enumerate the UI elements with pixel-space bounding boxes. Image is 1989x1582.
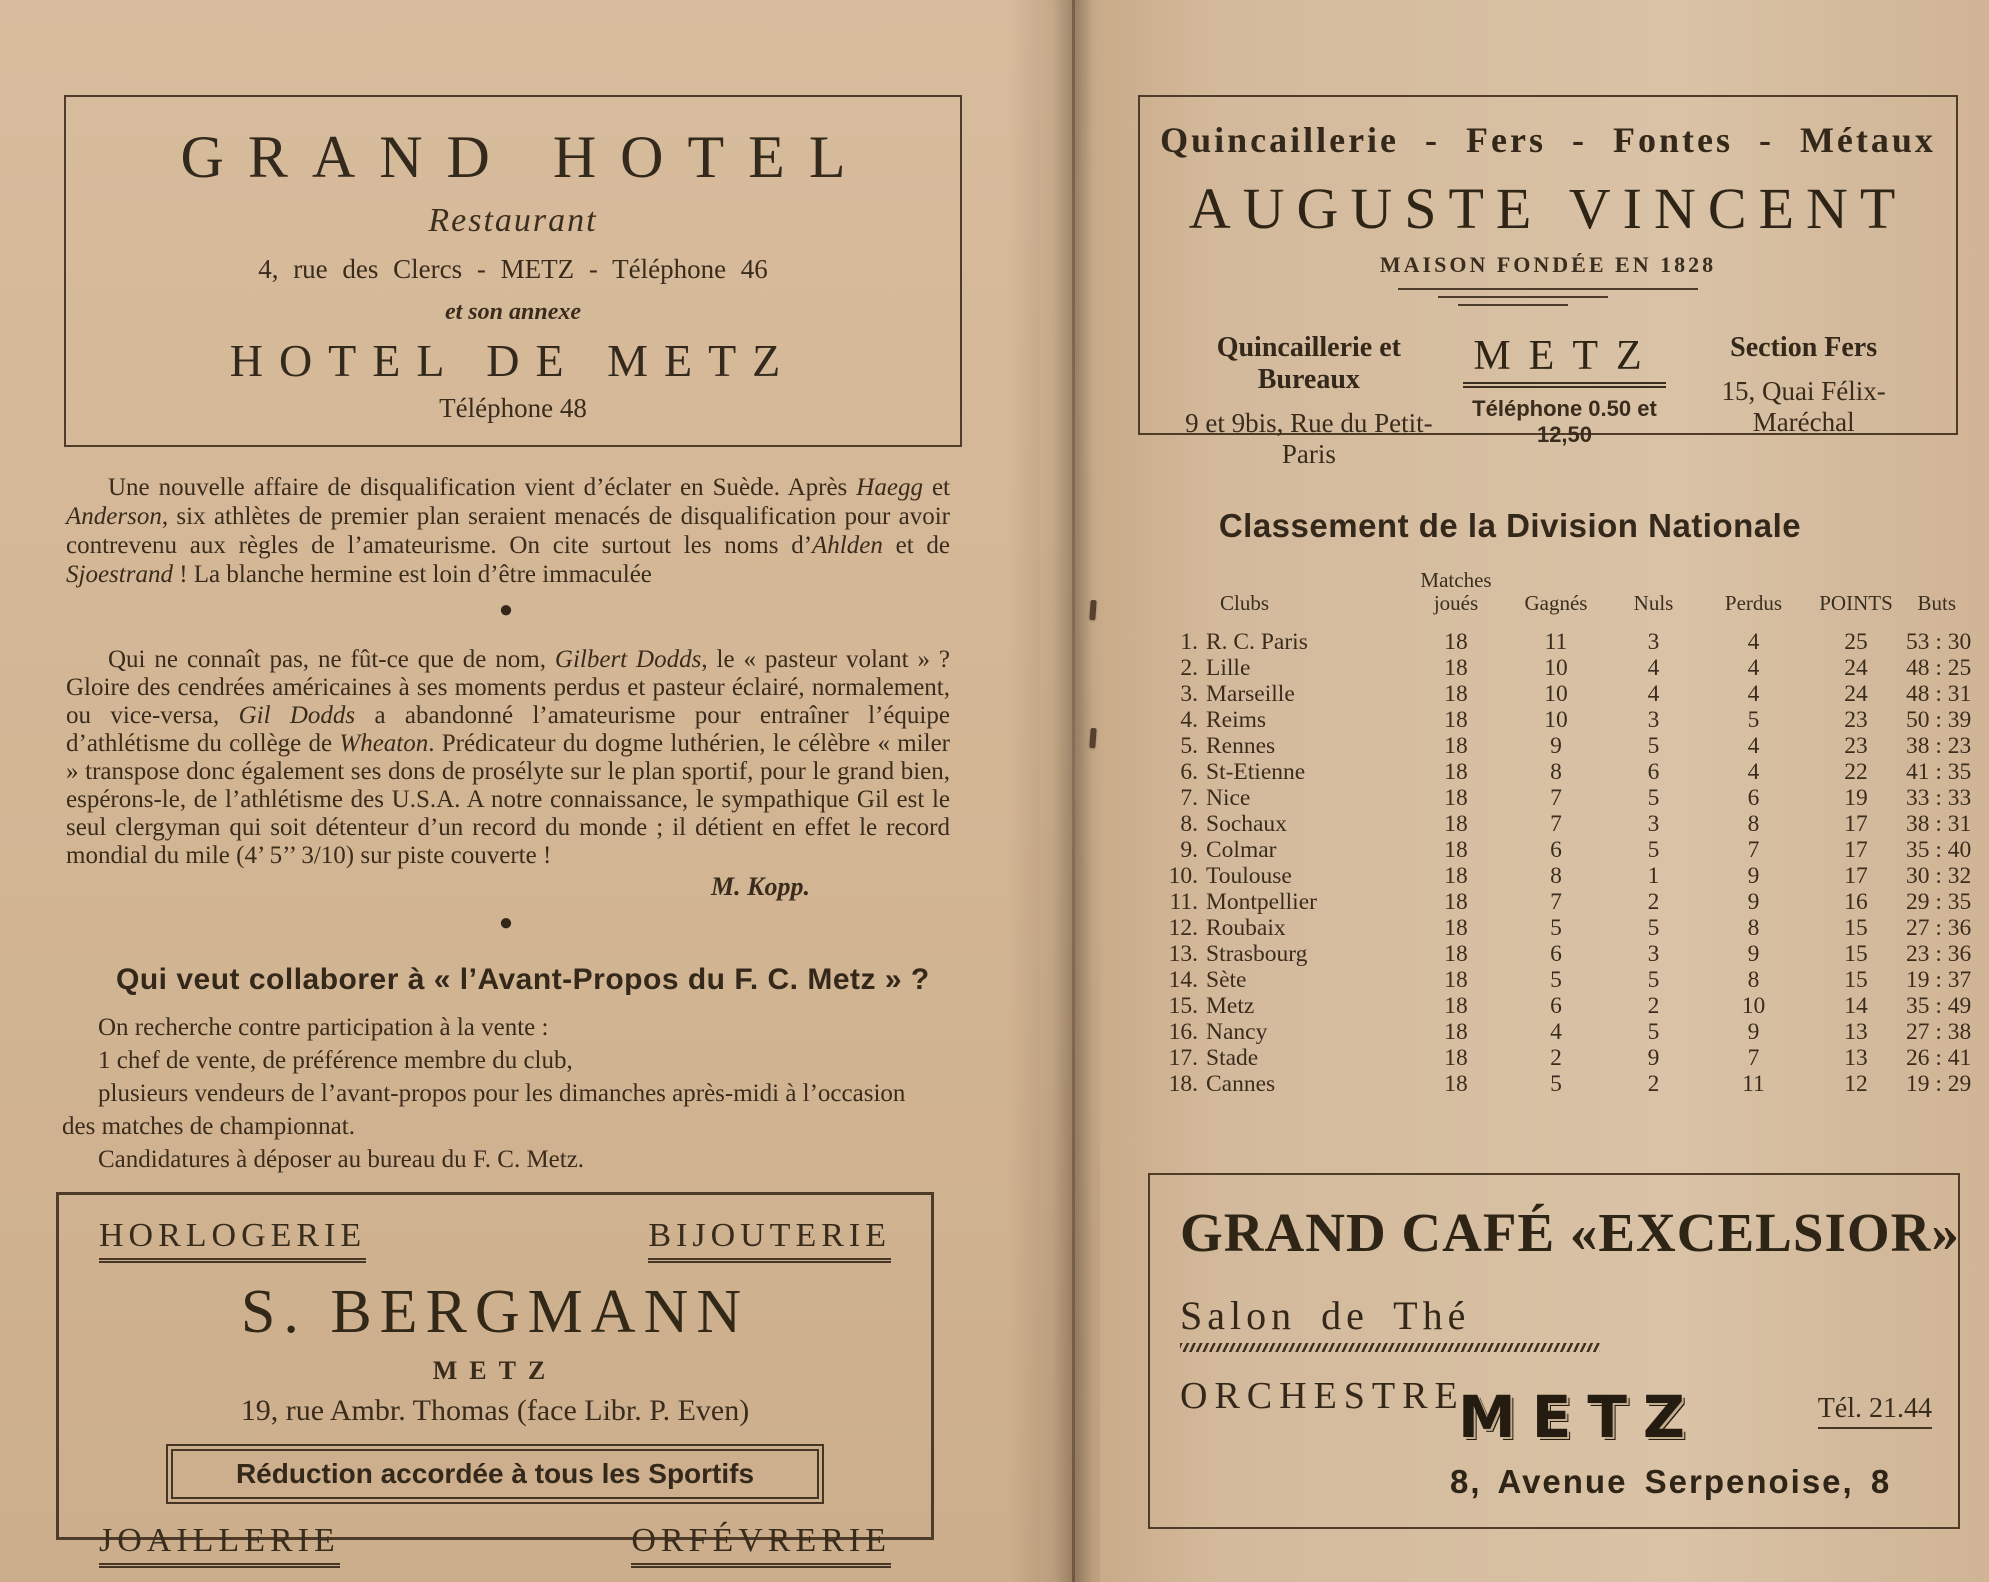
row-played: 18 (1444, 1045, 1468, 1071)
row-played: 18 (1444, 1019, 1468, 1045)
row-rank: 18. (1168, 1071, 1198, 1097)
standings-row (1156, 915, 1972, 941)
row-drawn: 4 (1647, 681, 1660, 707)
section-divider-bullet: ● (498, 910, 514, 936)
page-fold-crease (1072, 0, 1075, 1582)
grand-hotel-annex-note: et son annexe (444, 299, 581, 325)
row-lost: 11 (1742, 1071, 1765, 1097)
standings-row (1156, 941, 1972, 967)
row-club: Lille (1206, 655, 1251, 681)
vincent-dept-left-title: Quincaillerie et Bureaux (1216, 332, 1401, 395)
collab-line: On recherche contre participation à la vente : (98, 1014, 549, 1041)
row-club: Stade (1206, 1045, 1259, 1071)
row-points: 12 (1844, 1071, 1868, 1097)
row-drawn: 1 (1647, 863, 1660, 889)
row-rank: 6. (1180, 759, 1198, 785)
row-won: 5 (1550, 915, 1562, 941)
standings-row (1156, 733, 1972, 759)
row-won: 11 (1544, 629, 1568, 655)
standings-row (1156, 785, 1972, 811)
standings-rows (1156, 629, 1972, 1097)
standings-title: Classement de la Division Nationale (1218, 507, 1802, 544)
row-goals: 35 : 40 (1906, 837, 1972, 863)
collab-heading: Qui veut collaborer à « l’Avant-Propos du F. C. Metz » ? (116, 963, 930, 996)
bergmann-orfevrerie-label: ORFÉVRERIE (631, 1522, 891, 1568)
excelsior-city: METZ (1458, 1383, 1701, 1451)
row-goals: 38 : 23 (1906, 733, 1972, 759)
standings-row (1156, 1045, 1972, 1071)
header-goals: Buts (1917, 591, 1956, 615)
row-played: 18 (1444, 837, 1468, 863)
row-rank: 9. (1180, 837, 1198, 863)
grand-hotel-subtitle: Restaurant (428, 202, 598, 239)
row-goals: 30 : 32 (1906, 863, 1972, 889)
row-played: 18 (1444, 993, 1468, 1019)
row-goals: 23 : 36 (1906, 941, 1972, 967)
row-points: 24 (1844, 681, 1868, 707)
row-goals: 19 : 37 (1906, 967, 1972, 993)
row-lost: 7 (1747, 1045, 1760, 1071)
row-drawn: 3 (1647, 941, 1660, 967)
bergmann-banner-text: Réduction accordée à tous les Sportifs (171, 1449, 819, 1499)
row-drawn: 2 (1647, 993, 1660, 1019)
header-won: Gagnés (1524, 591, 1588, 615)
row-played: 18 (1444, 1071, 1468, 1097)
article-sweden: Une nouvelle affaire de disqualification vient d’éclater en Suède. Après Haegg et Anderson, six athlètes de premier plan seraient menacés de disqualification pour avoir contrevenu aux règles de l’amateurisme. On cite surtout les noms d’Ahlden et de Sjoestrand ! La blanche hermine est loin d’être immaculée (66, 474, 950, 588)
row-lost: 10 (1741, 993, 1766, 1019)
auguste-vincent-ad (1138, 95, 1958, 469)
bergmann-address: 19, rue Ambr. Thomas (face Libr. P. Even) (240, 1394, 750, 1427)
row-points: 14 (1844, 993, 1868, 1019)
row-played: 18 (1444, 889, 1468, 915)
row-lost: 9 (1747, 1019, 1760, 1045)
bergmann-city: METZ (432, 1356, 558, 1385)
grand-hotel-title: GRAND HOTEL (180, 124, 870, 190)
row-rank: 1. (1180, 629, 1198, 655)
row-played: 18 (1444, 655, 1468, 681)
excelsior-phone: Tél. 21.44 (1818, 1393, 1932, 1429)
row-club: Nice (1206, 785, 1251, 811)
bergmann-top-row (99, 1217, 891, 1263)
bergmann-bijouterie-label: BIJOUTERIE (648, 1217, 891, 1263)
row-won: 7 (1550, 889, 1562, 915)
row-played: 18 (1444, 681, 1468, 707)
row-goals: 48 : 25 (1906, 655, 1972, 681)
standings-row (1156, 655, 1972, 681)
row-won: 5 (1550, 967, 1562, 993)
row-played: 18 (1444, 733, 1468, 759)
row-points: 13 (1844, 1045, 1868, 1071)
grand-hotel-address: 4, rue des Clercs - METZ - Téléphone 46 (258, 254, 768, 284)
wavy-underline-decoration (1180, 1343, 1600, 1352)
article-signature: M. Kopp. (711, 872, 810, 901)
row-rank: 14. (1168, 967, 1198, 993)
row-drawn: 4 (1647, 655, 1660, 681)
hotel-de-metz-title: HOTEL DE METZ (229, 335, 797, 386)
vincent-founded: MAISON FONDÉE EN 1828 (1379, 252, 1717, 277)
vincent-dept-right-address: 15, Quai Félix-Maréchal (1721, 376, 1886, 437)
row-club: Strasbourg (1206, 941, 1308, 967)
row-club: R. C. Paris (1206, 629, 1308, 655)
header-clubs: Clubs (1220, 591, 1270, 615)
row-drawn: 9 (1647, 1045, 1660, 1071)
row-club: Montpellier (1206, 889, 1317, 915)
row-won: 10 (1544, 681, 1568, 707)
section-divider-bullet: ● (498, 597, 514, 623)
row-club: Toulouse (1206, 863, 1292, 889)
row-club: Nancy (1206, 1019, 1268, 1045)
row-lost: 9 (1747, 863, 1760, 889)
row-won: 7 (1550, 785, 1562, 811)
standings-table (1156, 568, 1972, 1097)
row-rank: 16. (1168, 1019, 1198, 1045)
row-goals: 27 : 36 (1906, 915, 1972, 941)
row-lost: 5 (1747, 707, 1760, 733)
row-played: 18 (1444, 967, 1468, 993)
row-lost: 6 (1747, 785, 1760, 811)
row-rank: 8. (1180, 811, 1198, 837)
row-lost: 9 (1747, 889, 1760, 915)
row-rank: 12. (1168, 915, 1198, 941)
excelsior-name: GRAND CAFÉ «EXCELSIOR» (1180, 1202, 1960, 1263)
row-lost: 8 (1747, 811, 1760, 837)
vincent-city-block (1450, 332, 1680, 470)
row-lost: 7 (1747, 837, 1760, 863)
right-page (1100, 0, 1989, 1582)
standings-row (1156, 863, 1972, 889)
row-rank: 10. (1168, 863, 1198, 889)
bergmann-banner-frame (166, 1444, 824, 1504)
row-points: 23 (1844, 733, 1868, 759)
row-rank: 13. (1168, 941, 1198, 967)
row-goals: 33 : 33 (1906, 785, 1972, 811)
row-drawn: 5 (1647, 837, 1660, 863)
grand-hotel-ad (64, 95, 962, 447)
collab-line: 1 chef de vente, de préférence membre du club, (98, 1047, 573, 1074)
row-lost: 9 (1747, 941, 1760, 967)
row-won: 8 (1550, 759, 1562, 785)
row-drawn: 2 (1647, 1071, 1660, 1097)
row-won: 9 (1550, 733, 1562, 759)
row-points: 16 (1844, 889, 1868, 915)
row-points: 23 (1844, 707, 1868, 733)
vincent-dept-right (1679, 332, 1928, 470)
row-points: 17 (1844, 837, 1868, 863)
vincent-departments (1168, 332, 1928, 470)
excelsior-orchestre-label: ORCHESTRE (1180, 1375, 1465, 1417)
standings-row (1156, 1019, 1972, 1045)
row-club: Colmar (1206, 837, 1277, 863)
row-played: 18 (1444, 707, 1468, 733)
standings-row (1156, 967, 1972, 993)
row-lost: 4 (1747, 655, 1760, 681)
row-points: 15 (1844, 941, 1868, 967)
row-points: 15 (1844, 967, 1868, 993)
row-played: 18 (1444, 811, 1468, 837)
row-drawn: 3 (1647, 707, 1660, 733)
row-drawn: 5 (1647, 967, 1660, 993)
flourish-decoration (1398, 288, 1698, 306)
row-club: Marseille (1206, 681, 1295, 707)
vincent-dept-right-title: Section Fers (1730, 332, 1878, 363)
row-lost: 8 (1747, 967, 1760, 993)
hotel-de-metz-phone: Téléphone 48 (439, 393, 587, 423)
row-goals: 29 : 35 (1906, 889, 1972, 915)
row-goals: 26 : 41 (1906, 1045, 1972, 1071)
row-won: 6 (1550, 837, 1562, 863)
row-won: 6 (1550, 941, 1562, 967)
bergmann-name: S. BERGMANN (240, 1278, 750, 1346)
row-lost: 4 (1747, 629, 1760, 655)
row-lost: 4 (1747, 733, 1760, 759)
row-goals: 41 : 35 (1906, 759, 1972, 785)
standings-row (1156, 681, 1972, 707)
standings-header (1156, 569, 1956, 615)
row-goals: 38 : 31 (1906, 811, 1972, 837)
row-club: Sète (1206, 967, 1247, 993)
row-rank: 7. (1180, 785, 1198, 811)
row-club: Metz (1206, 993, 1255, 1019)
collab-line: Candidatures à déposer au bureau du F. C. Metz. (98, 1146, 585, 1173)
row-rank: 4. (1180, 707, 1198, 733)
standings-row (1156, 707, 1972, 733)
row-rank: 2. (1180, 655, 1198, 681)
row-club: Sochaux (1206, 811, 1287, 837)
excelsior-address: 8, Avenue Serpenoise, 8 (1450, 1463, 1892, 1500)
vincent-city: METZ (1463, 332, 1665, 388)
row-won: 2 (1550, 1045, 1562, 1071)
row-points: 22 (1844, 759, 1868, 785)
collab-line: des matches de championnat. (62, 1113, 355, 1140)
row-won: 6 (1550, 993, 1562, 1019)
row-drawn: 5 (1647, 733, 1660, 759)
row-lost: 4 (1747, 681, 1760, 707)
vincent-dept-left-address: 9 et 9bis, Rue du Petit-Paris (1185, 408, 1433, 469)
standings-row (1156, 759, 1972, 785)
bergmann-horlogerie-label: HORLOGERIE (99, 1217, 366, 1263)
row-won: 7 (1550, 811, 1562, 837)
row-points: 24 (1844, 655, 1868, 681)
row-goals: 50 : 39 (1906, 707, 1972, 733)
row-played: 18 (1444, 941, 1468, 967)
row-won: 8 (1550, 863, 1562, 889)
row-drawn: 5 (1647, 1019, 1660, 1045)
row-drawn: 2 (1647, 889, 1660, 915)
excelsior-ad (1148, 1173, 1960, 1529)
row-played: 18 (1444, 785, 1468, 811)
article-dodds: Qui ne connaît pas, ne fût-ce que de nom, Gilbert Dodds, le « pasteur volant » ? Gloire des cendrées américaines à ses moments perdus et pasteur éclairé, normalement, ou vice-versa, Gil Dodds a abandonné l’amateurisme pour entraîner l’équipe d’athlétisme du collège de Wheaton. Prédicateur du dogme luthérien, le célèbre « miler » transpose donc également ses dons de prosélyte sur le plan sportif, pour le grand bien, espérons-le, de l’athlétisme des U.S.A. A notre connaissance, le sympathique Gil est le seul clergyman qui soit détenteur d’un record du monde ; il détient en effet le record mondial du mile (4’ 5’’ 3/10) sur piste couverte ! (66, 646, 950, 869)
row-played: 18 (1444, 759, 1468, 785)
header-points: POINTS (1819, 591, 1893, 615)
standings-row (1156, 629, 1972, 655)
row-points: 17 (1844, 811, 1868, 837)
row-rank: 5. (1180, 733, 1198, 759)
vincent-dept-left (1168, 332, 1450, 470)
row-drawn: 5 (1647, 785, 1660, 811)
row-drawn: 5 (1647, 915, 1660, 941)
row-club: St-Etienne (1206, 759, 1306, 785)
row-won: 10 (1544, 707, 1568, 733)
header-drawn: Nuls (1633, 591, 1674, 615)
row-won: 10 (1544, 655, 1568, 681)
vincent-tagline: Quincaillerie - Fers - Fontes - Métaux (1160, 120, 1936, 160)
row-rank: 15. (1168, 993, 1198, 1019)
row-points: 25 (1844, 629, 1868, 655)
row-goals: 19 : 29 (1906, 1071, 1972, 1097)
row-lost: 4 (1747, 759, 1760, 785)
row-goals: 53 : 30 (1906, 629, 1972, 655)
row-club: Roubaix (1206, 915, 1286, 941)
row-goals: 48 : 31 (1906, 681, 1972, 707)
row-points: 17 (1844, 863, 1868, 889)
row-drawn: 3 (1647, 629, 1660, 655)
row-goals: 27 : 38 (1906, 1019, 1972, 1045)
collab-line: plusieurs vendeurs de l’avant-propos pour les dimanches après-midi à l’occasion (98, 1080, 906, 1107)
standings-row (1156, 837, 1972, 863)
row-won: 5 (1550, 1071, 1562, 1097)
header-lost: Perdus (1724, 591, 1783, 615)
row-points: 19 (1844, 785, 1868, 811)
header-played: Matches joués (1420, 568, 1492, 615)
row-played: 18 (1444, 629, 1468, 655)
row-rank: 3. (1180, 681, 1198, 707)
row-club: Rennes (1206, 733, 1276, 759)
row-club: Reims (1206, 707, 1267, 733)
bergmann-bottom-row (99, 1522, 891, 1568)
bergmann-joaillerie-label: JOAILLERIE (99, 1522, 340, 1568)
vincent-phone: Téléphone 0.50 et 12,50 (1472, 396, 1657, 447)
standings-row (1156, 811, 1972, 837)
row-won: 4 (1550, 1019, 1562, 1045)
standings-row (1156, 889, 1972, 915)
row-played: 18 (1444, 915, 1468, 941)
standings-row (1156, 1071, 1972, 1097)
bergmann-ad (56, 1192, 934, 1559)
row-club: Cannes (1206, 1071, 1276, 1097)
row-rank: 17. (1168, 1045, 1198, 1071)
row-lost: 8 (1747, 915, 1760, 941)
row-rank: 11. (1169, 889, 1198, 915)
row-drawn: 3 (1647, 811, 1660, 837)
row-points: 13 (1844, 1019, 1868, 1045)
row-goals: 35 : 49 (1906, 993, 1972, 1019)
excelsior-salon-label: Salon de Thé (1180, 1293, 1471, 1338)
vincent-name: AUGUSTE VINCENT (1188, 176, 1908, 241)
standings-row (1156, 993, 1972, 1019)
row-played: 18 (1444, 863, 1468, 889)
row-points: 15 (1844, 915, 1868, 941)
row-drawn: 6 (1647, 759, 1660, 785)
